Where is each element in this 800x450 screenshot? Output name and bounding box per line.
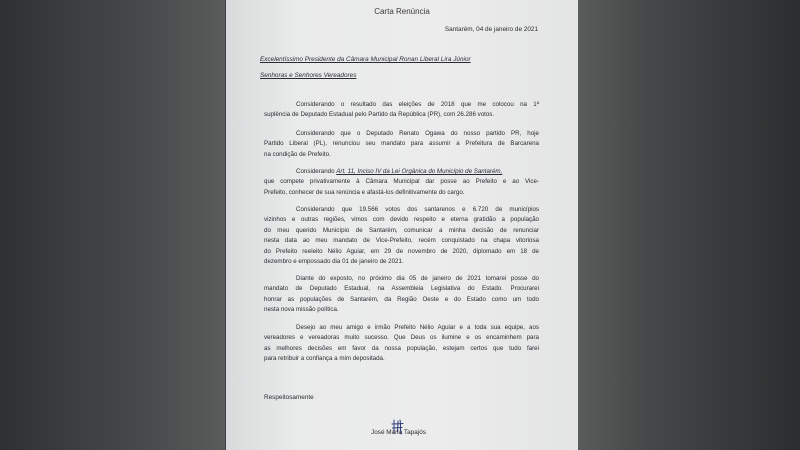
paragraph-line [264,167,539,177]
paragraph-line: vereadores e vereadoras muito sucesso. Que Deus os ilumine e os encaminhem para [264,334,539,342]
paragraph-line: que compete privativamente à Câmara Municipal dar posse ao Prefeito e ao Vice- [264,178,539,186]
signatory-name: José Maria Tapajós [371,429,426,436]
letter-page [226,0,578,450]
paragraph-line: vizinhos e outras regiões, vimos com devido respeito e eterna gratidão a população [264,216,539,224]
paragraph-line: nesta nova missão política. [264,306,339,314]
law-reference: Art. 11, Inciso IV da Lei Orgânica do Município de Santarém, [336,168,503,175]
background-left [0,0,225,450]
paragraph-line: Considerando o resultado das eleições de 2018 que me colocou na 1ª [296,101,539,108]
paragraph-line: na condição de Prefeito. [264,150,331,158]
paragraph-line: Considerando que o Deputado Renato Ogawa do nosso partido PR, hoje [296,130,539,137]
paragraph-4 [264,205,539,267]
letter-title: Carta Renúncia [374,7,430,16]
paragraph-line: dezembro e empossado dia 01 de janeiro de 2021. [264,258,404,266]
paragraph-3-prefix: Considerando [296,168,335,175]
addressee-president: Excelentíssimo Presidente da Câmara Municipal Ronan Liberal Lira Júnior [260,56,471,63]
addressee-councilors: Senhoras e Senhores Vereadores [260,72,357,79]
paragraph-line: Diante do exposto, no próximo dia 05 de janeiro de 2021 tomarei posse do [296,275,539,282]
paragraph-line: para retribuir a confiança a mim depositada. [264,355,385,363]
paragraph-6 [264,323,539,365]
paragraph-line: honrar as populações de Santarém, da Região Oeste e do Estado como um todo [264,295,539,303]
paragraph-line: nesta data ao meu mandato de Vice-Prefeito, recém conquistado na chapa vitoriosa [264,237,539,245]
paragraph-line: suplência de Deputado Estadual pelo Partido da República (PR), com 26.286 votos. [264,111,495,119]
paragraph-2 [264,129,539,160]
paragraph-1 [264,100,539,121]
paragraph-line: do meu querido Município de Santarém, comunicar a minha decisão de renunciar [264,226,539,234]
background-right [578,0,800,450]
paragraph-line: mandato de Deputado Estadual, na Assembleia Legislativa do Estado. Procurarei [264,285,539,293]
closing-salutation: Respeitosamente [264,394,314,401]
letter-dateline: Santarém, 04 de janeiro de 2021 [444,26,538,33]
paragraph-line: do Prefeito reeleito Nélio Aguiar, em 29 de novembro de 2020, diplomado em 18 de [264,247,539,255]
paragraph-line: Prefeito, conhecer de sua renúncia e afastá-los definitivamente do cargo. [264,188,465,196]
paragraph-5 [264,274,539,316]
paragraph-3 [264,167,539,198]
paragraph-line: Considerando que 19.566 votos dos santarenos e 6.720 de municípios [296,206,539,213]
paragraph-line: Partido Liberal (PL), renunciou seu mandato para assumir a Prefeitura de Barcarena [264,140,539,148]
paragraph-line: as melhores decisões em favor da nossa população, estejam certos que tudo farei [264,344,539,352]
paragraph-line: Desejo ao meu amigo e irmão Prefeito Nélio Aguiar e a toda sua equipe, aos [296,324,539,331]
